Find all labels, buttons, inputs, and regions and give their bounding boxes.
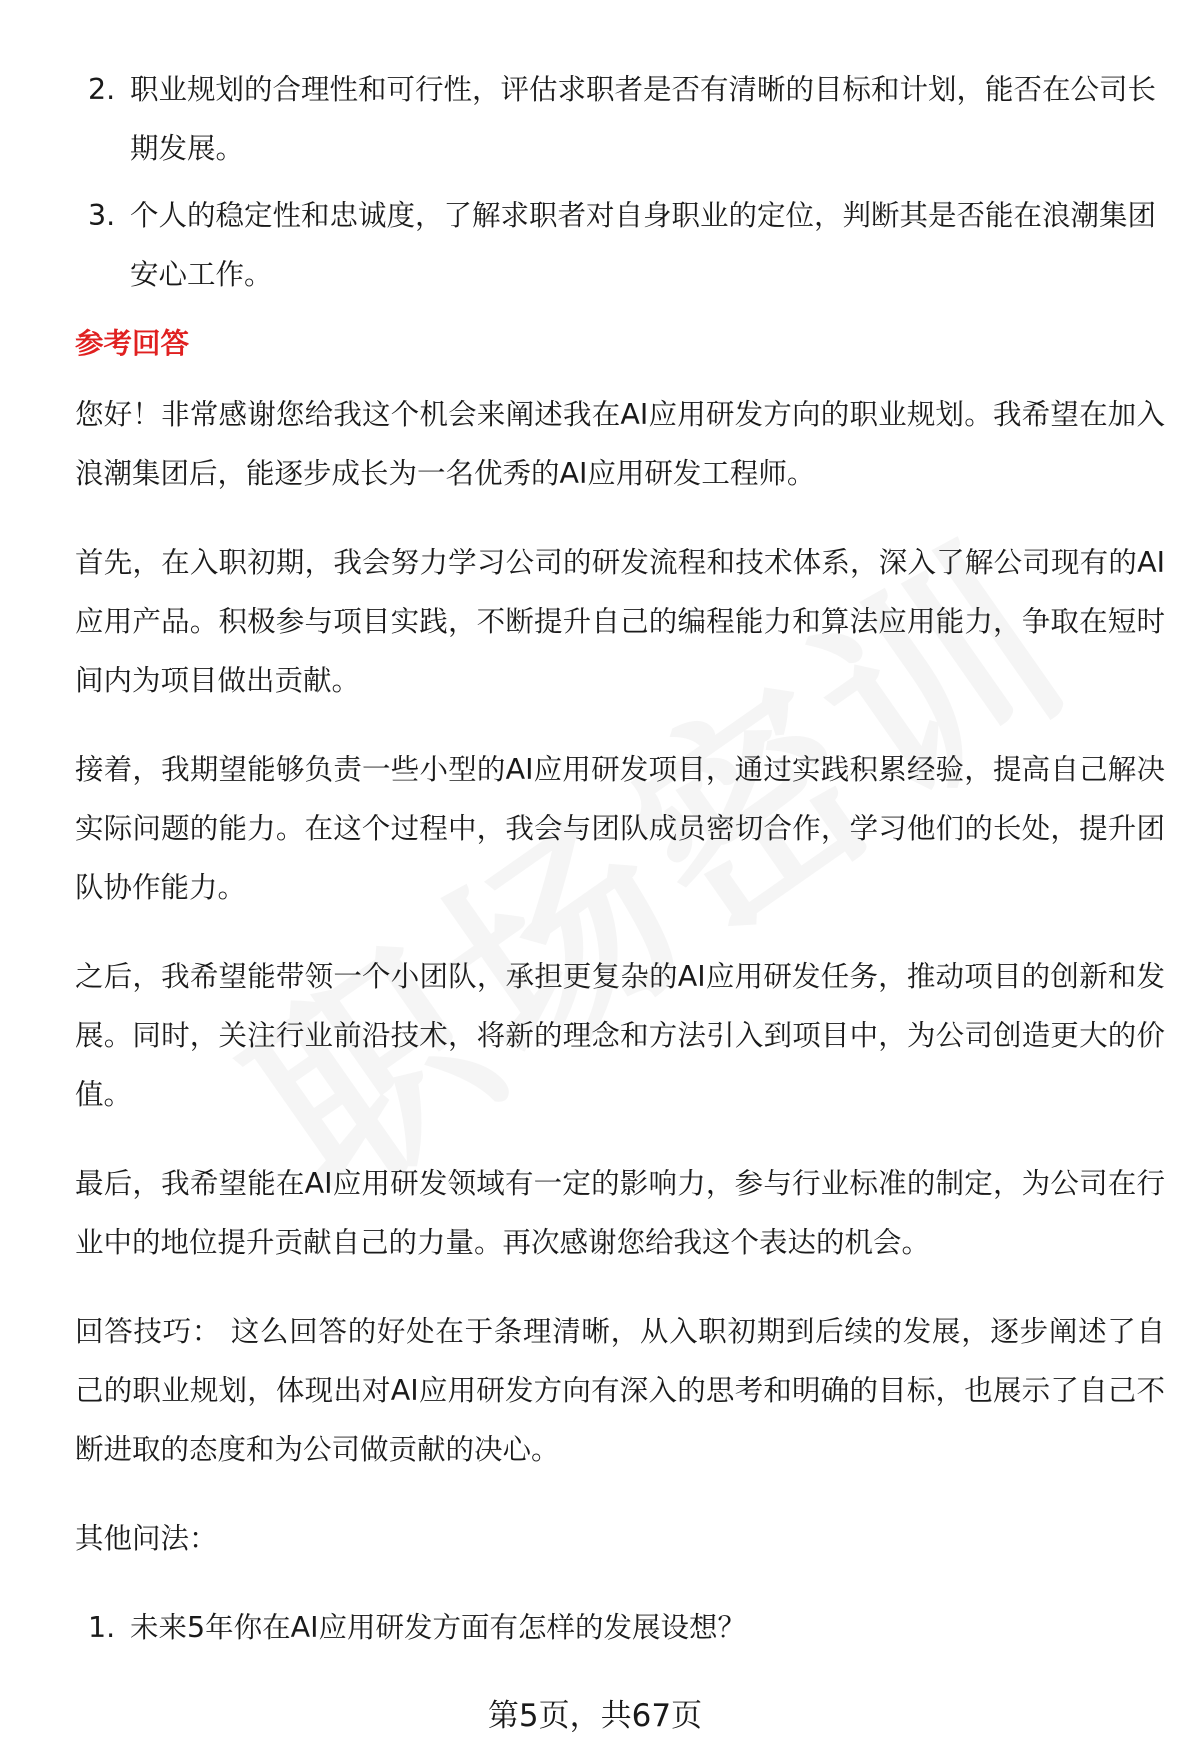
paragraph-last: 最后，我希望能在AI应用研发领域有一定的影响力，参与行业标准的制定，为公司在行业中的地位提升贡献自己的力量。再次感谢您给我这个表达的机会。 <box>75 1167 1165 1259</box>
paragraph-first: 首先，在入职初期，我会努力学习公司的研发流程和技术体系，深入了解公司现有的AI应用产品。积极参与项目实践，不断提升自己的编程能力和算法应用能力，争取在短时间内为项目做出贡献。 <box>75 546 1165 697</box>
paragraph-next: 接着，我期望能够负责一些小型的AI应用研发项目，通过实践积累经验，提高自己解决实际问题的能力。在这个过程中，我会与团队成员密切合作，学习他们的长处，提升团队协作能力。 <box>75 753 1165 904</box>
page-footer: 第5页，共67页 <box>487 1698 703 1734</box>
section-title: 参考回答 <box>75 327 190 360</box>
list-text: 职业规划的合理性和可行性，评估求职者是否有清晰的目标和计划，能否在公司长期发展。 <box>130 73 1157 165</box>
list-number: 3. <box>88 199 116 232</box>
list-item <box>75 1598 1165 1657</box>
list-number: 2. <box>88 73 116 106</box>
list-number: 1. <box>88 1611 116 1644</box>
list-item <box>75 60 1165 178</box>
page-content <box>75 60 1165 1657</box>
paragraph-after: 之后，我希望能带领一个小团队，承担更复杂的AI应用研发任务，推动项目的创新和发展。同时，关注行业前沿技术，将新的理念和方法引入到项目中，为公司创造更大的价值。 <box>75 960 1165 1111</box>
list-item <box>75 186 1165 304</box>
list-text: 未来5年你在AI应用研发方面有怎样的发展设想？ <box>130 1611 747 1644</box>
list-text: 个人的稳定性和忠诚度，了解求职者对自身职业的定位，判断其是否能在浪潮集团安心工作。 <box>130 199 1157 291</box>
paragraph-tips: 回答技巧： 这么回答的好处在于条理清晰，从入职初期到后续的发展，逐步阐述了自己的职业规划，体现出对AI应用研发方向有深入的思考和明确的目标，也展示了自己不断进取的态度和为公司做贡献的决心。 <box>75 1315 1165 1466</box>
paragraph-intro: 您好！非常感谢您给我这个机会来阐述我在AI应用研发方向的职业规划。我希望在加入浪潮集团后，能逐步成长为一名优秀的AI应用研发工程师。 <box>75 398 1165 490</box>
paragraph-other-questions: 其他问法： <box>75 1522 218 1555</box>
